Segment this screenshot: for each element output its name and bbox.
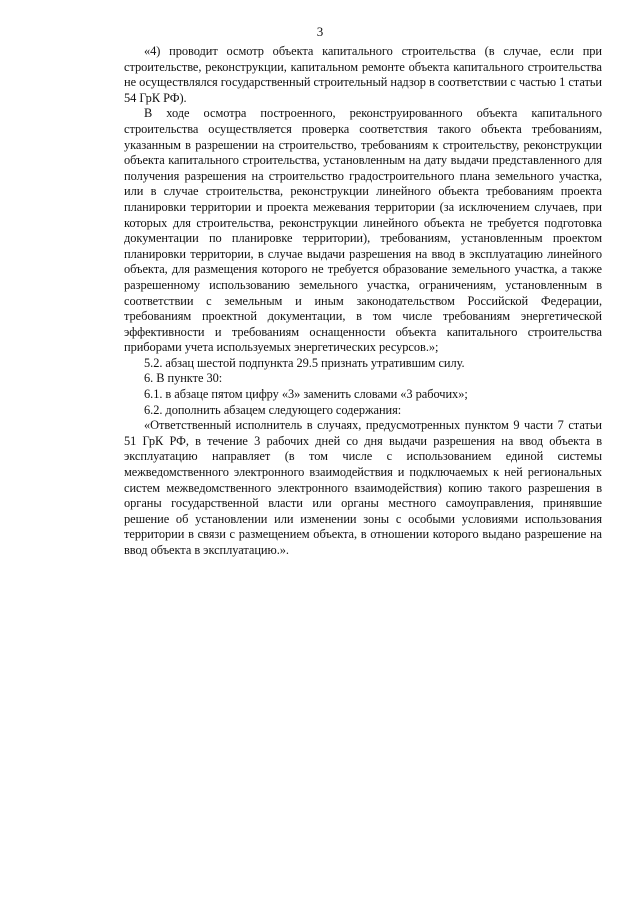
paragraph-inspection-check: В ходе осмотра построенного, реконструированного объекта капитального строительства осуществляется проверка соответствия такого объекта требованиям, указанным в разрешении на строительство, требованиям к строительству, реконструкции объекта капитального строительства, установленным на дату выдачи представленного для получения разрешения на строительство градостроительного плана земельного участка, или в случае строительства, реконструкции линейного объекта требованиям проекта планировки территории и проекта межевания территории (за исключением случаев, при которых для строительства, реконструкции линейного объекта не требуется подготовка документации по планировке территории), требованиям, установленным проектом планировки территории, в случае выдачи разрешения на ввод в эксплуатацию линейного объекта, для размещения которого не требуется образование земельного участка, а также разрешенному использованию земельного участка, ограничениям, установленным в соответствии с земельным и иным законодательством Российской Федерации, требованиям проектной документации, в том числе требованиям энергетической эффективности и требованиям оснащенности объекта капитального строительства приборами учета используемых энергетических ресурсов.»; [124,106,602,355]
paragraph-new-abzats: «Ответственный исполнитель в случаях, предусмотренных пунктом 9 части 7 статьи 51 ГрК РФ, в течение 3 рабочих дней со дня выдачи разрешения на ввод объекта в эксплуатацию направляет (в том числе с использованием единой системы межведомственного электронного взаимодействия и подключаемых к ней региональных систем межведомственного электронного взаимодействия) копию такого разрешения в органы государственной власти или органы местного самоуправления, принявшие решение об установлении или изменении зоны с особыми условиями использования территории в связи с размещением объекта, в отношении которого выдано разрешение на ввод объекта в эксплуатацию.». [124,418,602,557]
paragraph-6: 6. В пункте 30: [144,371,223,386]
paragraph-6-2: 6.2. дополнить абзацем следующего содержания: [144,402,402,417]
paragraph-5-2: 5.2. абзац шестой подпункта 29.5 признать утратившим силу. [144,355,465,370]
document-body [124,44,602,559]
paragraph-6-1: 6.1. в абзаце пятом цифру «3» заменить словами «3 рабочих»; [144,387,468,402]
page-number: 3 [316,24,324,39]
paragraph-inspection-item-4: «4) проводит осмотр объекта капитального строительства (в случае, если при строительстве, реконструкции, капитальном ремонте объекта капитального строительства не осуществлялся государственный строительный надзор в соответствии с частью 1 статьи 54 ГрК РФ). [124,44,602,105]
